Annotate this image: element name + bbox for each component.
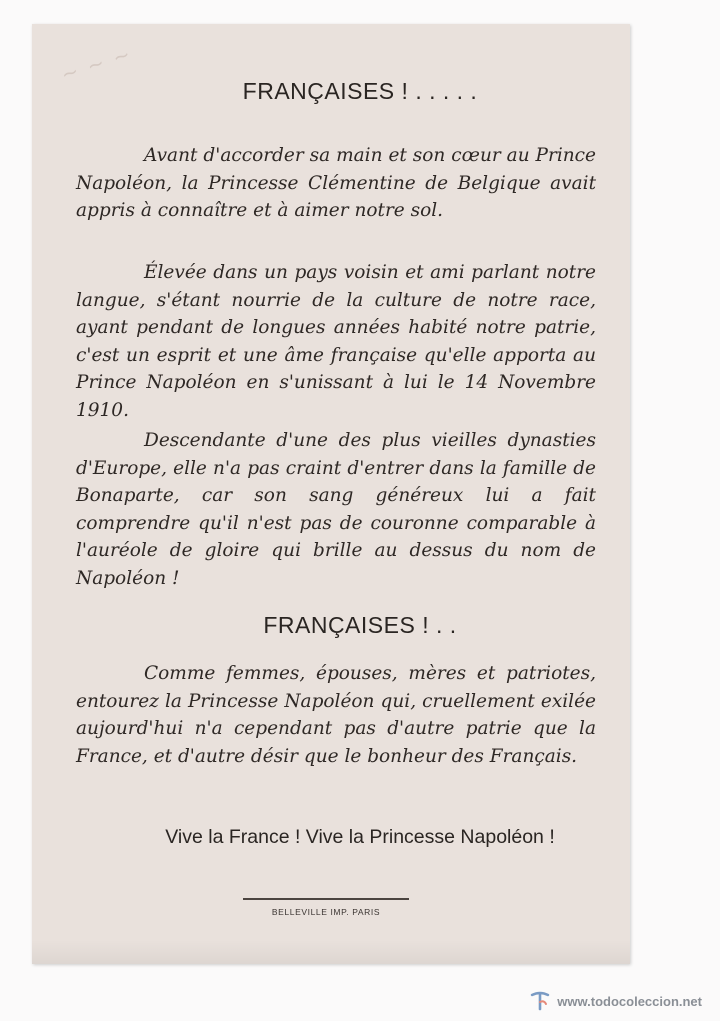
- watermark: [529, 990, 702, 1012]
- paragraph-3: Descendante d'une des plus vieilles dynasties d'Europe, elle n'a pas craint d'entrer dans la famille de Bonaparte, car son sang généreux lui a fait comprendre qu'il n'est pas de couronne comparable à l'auréole de gloire qui brille au dessus du nom de Napoléon !: [76, 430, 596, 589]
- paragraph-2: Élevée dans un pays voisin et ami parlant notre langue, s'étant nourrie de la culture de notre race, ayant pendant de longues années habité notre patrie, c'est un esprit et une âme française qu'elle apporta au Prince Napoléon en s'unissant à lui le 14 Novembre 1910.: [76, 262, 596, 421]
- todocoleccion-logo-icon: [529, 990, 551, 1012]
- watermark-text: www.todocoleccion.net: [557, 993, 702, 1009]
- closing-line: Vive la France ! Vive la Princesse Napoléon !: [165, 826, 555, 848]
- printer-rule: [243, 898, 409, 900]
- heading-francaises: FRANÇAISES ! . . . . .: [242, 78, 478, 104]
- paragraph-1: Avant d'accorder sa main et son cœur au Prince Napoléon, la Princesse Clémentine de Belgique avait appris à connaître et à aimer notre sol.: [76, 145, 596, 221]
- pencil-marking: ~ ~ ~: [58, 41, 135, 87]
- paragraph-4: Comme femmes, épouses, mères et patriotes, entourez la Princesse Napoléon qui, cruellement exilée aujourd'hui n'a cependant pas d'autre patrie que la France, et d'autre désir que le bonheur des Français.: [76, 663, 596, 767]
- printer-imprint: BELLEVILLE IMP. PARIS: [271, 907, 381, 917]
- heading-francaises-2: FRANÇAISES ! . .: [263, 612, 457, 638]
